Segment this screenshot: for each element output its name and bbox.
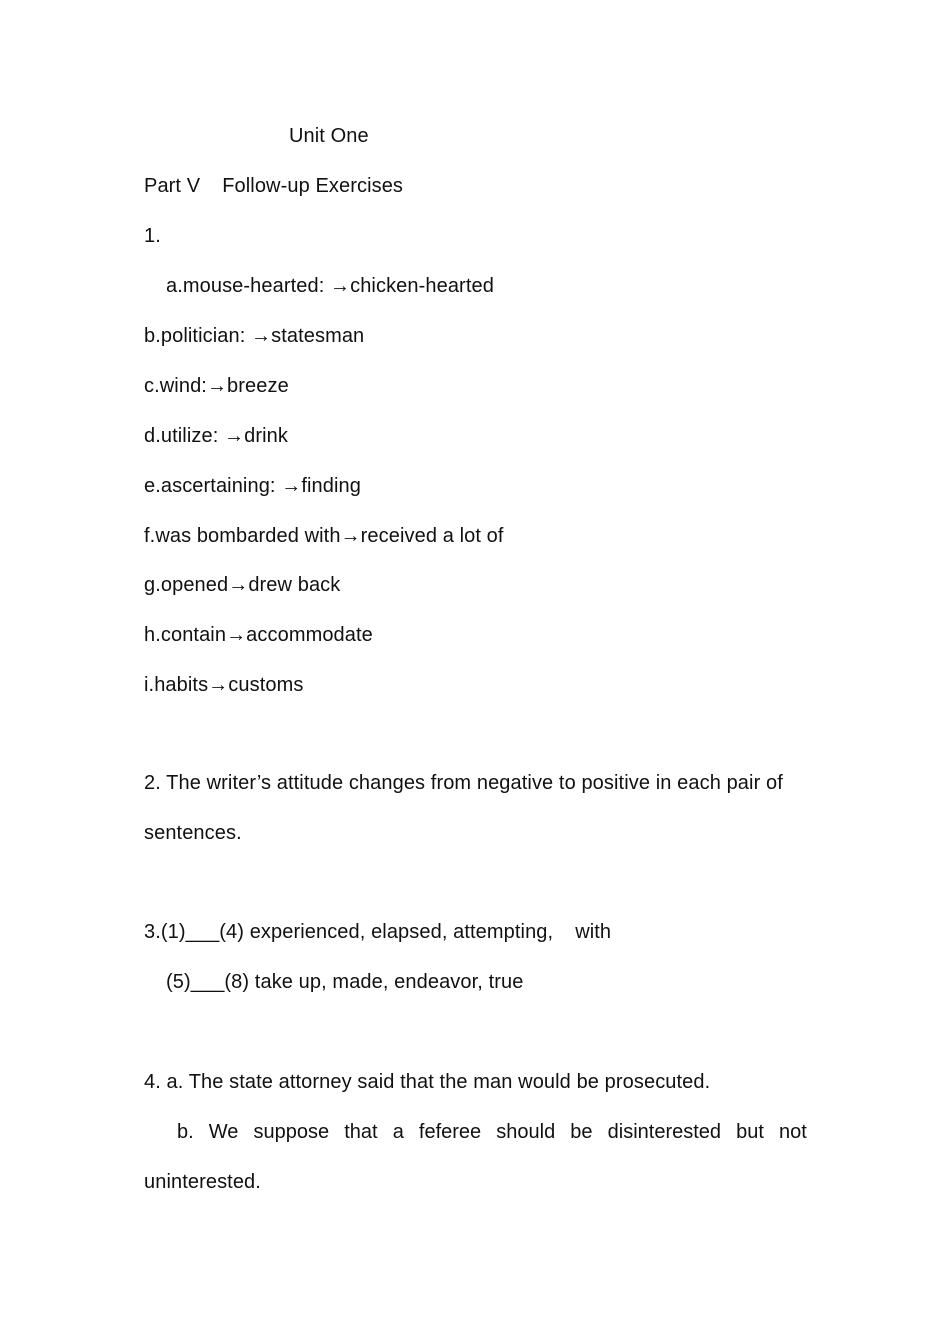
q3-line-1 [144, 919, 611, 945]
q2-line-2: sentences. [144, 822, 242, 844]
q4-b-word: b. [177, 1121, 194, 1143]
q4-b-word: We [208, 1121, 239, 1143]
q1-item-f: f.was bombarded with→received a lot of [144, 525, 504, 547]
q1-item-h: h.contain→accommodate [144, 624, 373, 646]
q4-b-word: be [570, 1121, 593, 1143]
q4-sentence-b [177, 1119, 807, 1145]
q1-item-g: g.opened→drew back [144, 574, 341, 596]
q2-line-1: 2. The writer’s attitude changes from negative to positive in each pair of [144, 772, 783, 794]
q1-item-d: d.utilize: →drink [144, 425, 288, 447]
q3-line-1-last: with [575, 921, 612, 943]
question-1-number: 1. [144, 225, 161, 247]
q3-line-2: (5)___(8) take up, made, endeavor, true [166, 971, 524, 993]
q4-b-word: a [392, 1121, 404, 1143]
q1-item-a: a.mouse-hearted: →chicken-hearted [166, 275, 494, 297]
q4-b-word: that [344, 1121, 378, 1143]
unit-title: Unit One [289, 125, 369, 147]
part-heading [144, 173, 403, 199]
q4-b-word: feferee [418, 1121, 482, 1143]
q4-b-word: should [496, 1121, 556, 1143]
q3-line-1-answers: 3.(1)___(4) experienced, elapsed, attempting, [144, 921, 554, 943]
q1-item-b: b.politician: →statesman [144, 325, 365, 347]
q4-b-word: disinterested [607, 1121, 722, 1143]
q1-item-i: i.habits→customs [144, 674, 304, 696]
q4-sentence-b-continued: uninterested. [144, 1171, 261, 1193]
q4-sentence-a: 4. a. The state attorney said that the man would be prosecuted. [144, 1071, 711, 1093]
q1-item-c: c.wind:→breeze [144, 375, 289, 397]
q4-b-word: suppose [253, 1121, 330, 1143]
q4-b-word: but [736, 1121, 764, 1143]
q1-item-e: e.ascertaining: →finding [144, 475, 361, 497]
part-label: Part V [144, 175, 201, 197]
part-name: Follow-up Exercises [222, 175, 404, 197]
q4-b-word: not [779, 1121, 807, 1143]
